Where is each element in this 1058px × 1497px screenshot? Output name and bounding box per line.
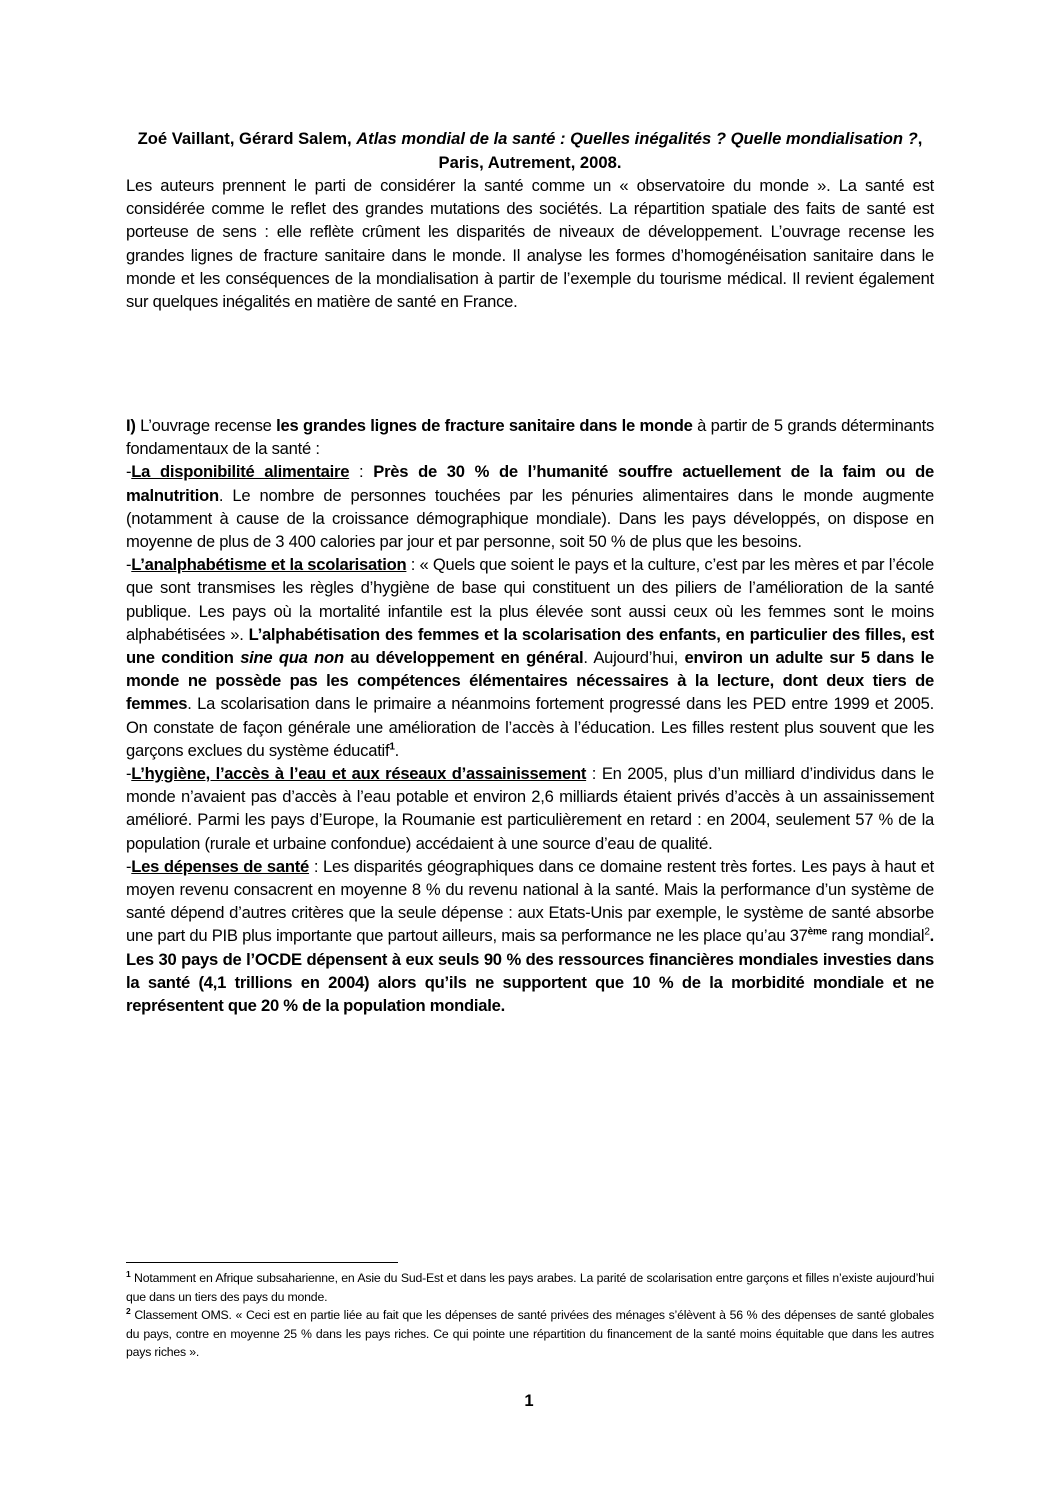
authors: Zoé Vaillant, Gérard Salem, bbox=[137, 129, 357, 148]
footnote-separator bbox=[126, 1262, 398, 1263]
footnotes bbox=[126, 1269, 934, 1362]
publisher: Paris, Autrement, 2008. bbox=[438, 153, 622, 172]
heading-food: La disponibilité alimentaire bbox=[131, 462, 350, 482]
paragraph-literacy: -L’analphabétisme et la scolarisation : « Quels que soient le pays et la culture, c’est par les mères et par l’école que sont transmises les règles d’hygiène de base qui constituent un des piliers de l’amélioration de la santé publique. Les pays où la mortalité infantile est la plus élevée sont aussi ceux où les femmes sont le moins alphabétisées ». L’alphabétisation des femmes et la scolarisation des enfants, en particulier des filles, est une condition sine qua non au développement en général. Aujourd’hui, environ un adulte sur 5 dans le monde ne possède pas les compétences élémentaires nécessaires à la lecture, dont deux tiers de femmes. La scolarisation dans le primaire a néanmoins fortement progressé dans les PED entre 1999 et 2005. On constate de façon générale une amélioration de l’accès à l’éducation. Les filles restent plus souvent que les garçons exclues du système éducatif$^1$. bbox=[126, 555, 934, 760]
heading-spending: Les dépenses de santé bbox=[131, 856, 310, 876]
paragraph-spending: -Les dépenses de santé : Les disparités géographiques dans ce domaine restent très fortes. Les pays à haut et moyen revenu consacrent en moyenne 8 % du revenu national à la santé. Mais la performance d’un système de santé dépend d’autres critères que la seule dépense : aux Etats-Unis par exemple, le système de santé absorbe une part du PIB plus importante que partout ailleurs, mais sa performance ne les place qu’au 37ème rang mondial$^2$. Les 30 pays de l’OCDE dépensent à eux seuls 90 % des ressources financières mondiales investies dans la santé (4,1 trillions en 2004) alors qu’ils ne supportent que 10 % de la morbidité mondiale et ne représentent que 20 % de la population mondiale. bbox=[126, 856, 934, 1016]
heading-hygiene: L’hygiène, l’accès à l’eau et aux réseaux d’assainissement bbox=[131, 764, 587, 784]
footnote-ref-1[interactable]: 1 bbox=[389, 741, 395, 753]
footnote-1: $^1$ Notamment en Afrique subsaharienne, en Asie du Sud-Est et dans les pays arabes. La parité de scolarisation entre garçons et filles n’existe aujourd’hui que dans un tiers des pays du monde. bbox=[126, 1268, 934, 1304]
page-number: 1 bbox=[524, 1391, 534, 1410]
paragraph-food: -La disponibilité alimentaire : Près de 30 % de l’humanité souffre actuellement de la faim ou de malnutrition. Le nombre de personnes touchées par les pénuries alimentaires dans le monde augmente (notamment à cause de la croissance démographique mondiale). Dans les pays développés, on dispose en moyenne de plus de 3 400 calories par jour et par personne, soit 50 % de plus que les besoins. bbox=[126, 462, 934, 552]
heading-literacy: L’analphabétisme et la scolarisation bbox=[131, 555, 407, 575]
ordinal-suffix: ème bbox=[807, 926, 827, 938]
footnote-2: $^2$ Classement OMS. « Ceci est en partie liée au fait que les dépenses de santé privées des ménages s’élèvent à 56 % des dépenses de santé globales du pays, contre en moyenne 25 % dans les pays riches. Ce qui pointe une répartition du financement de la santé moins équitable que dans les autres pays riches ». bbox=[126, 1306, 934, 1360]
book-title: Atlas mondial de la santé : Quelles inégalités ? Quelle mondialisation ? bbox=[356, 129, 918, 148]
footnote-ref-2[interactable]: 2 bbox=[924, 926, 930, 938]
paragraph-hygiene: -L’hygiène, l’accès à l’eau et aux réseaux d’assainissement : En 2005, plus d’un milliard d’individus dans le monde n’avaient pas d’accès à l’eau potable et environ 2,6 milliards étaient privés d’accès à un assainissement amélioré. Parmi les pays d’Europe, la Roumanie est particulièrement en retard : en 2004, seulement 57 % de la population (rurale et urbaine confondue) accédaient à une source d’eau de qualité. bbox=[126, 764, 935, 853]
section-1 bbox=[126, 414, 934, 1017]
section-numeral: I) bbox=[126, 416, 136, 435]
reference-header: Zoé Vaillant, Gérard Salem, Atlas mondial de la santé : Quelles inégalités ? Quelle mondialisation ?, Paris, Autrement, 2008. bbox=[137, 129, 923, 172]
section-1-lead: I) L’ouvrage recense les grandes lignes de fracture sanitaire dans le monde à partir de 5 grands déterminants fondamentaux de la santé : bbox=[126, 416, 934, 459]
intro-paragraph: Les auteurs prennent le parti de considérer la santé comme un « observatoire du monde ». La santé est considérée comme le reflet des grandes mutations des sociétés. La répartition spatiale des faits de santé est porteuse de sens : elle reflète crûment les disparités de niveaux de développement. L’ouvrage recense les grandes lignes de fracture sanitaire dans le monde. Il analyse les formes d’homogénéisation sanitaire dans le monde et les conséquences de la mondialisation à partir de l’exemple du tourisme médical. Il revient également sur quelques inégalités en matière de santé en France. bbox=[126, 176, 934, 312]
